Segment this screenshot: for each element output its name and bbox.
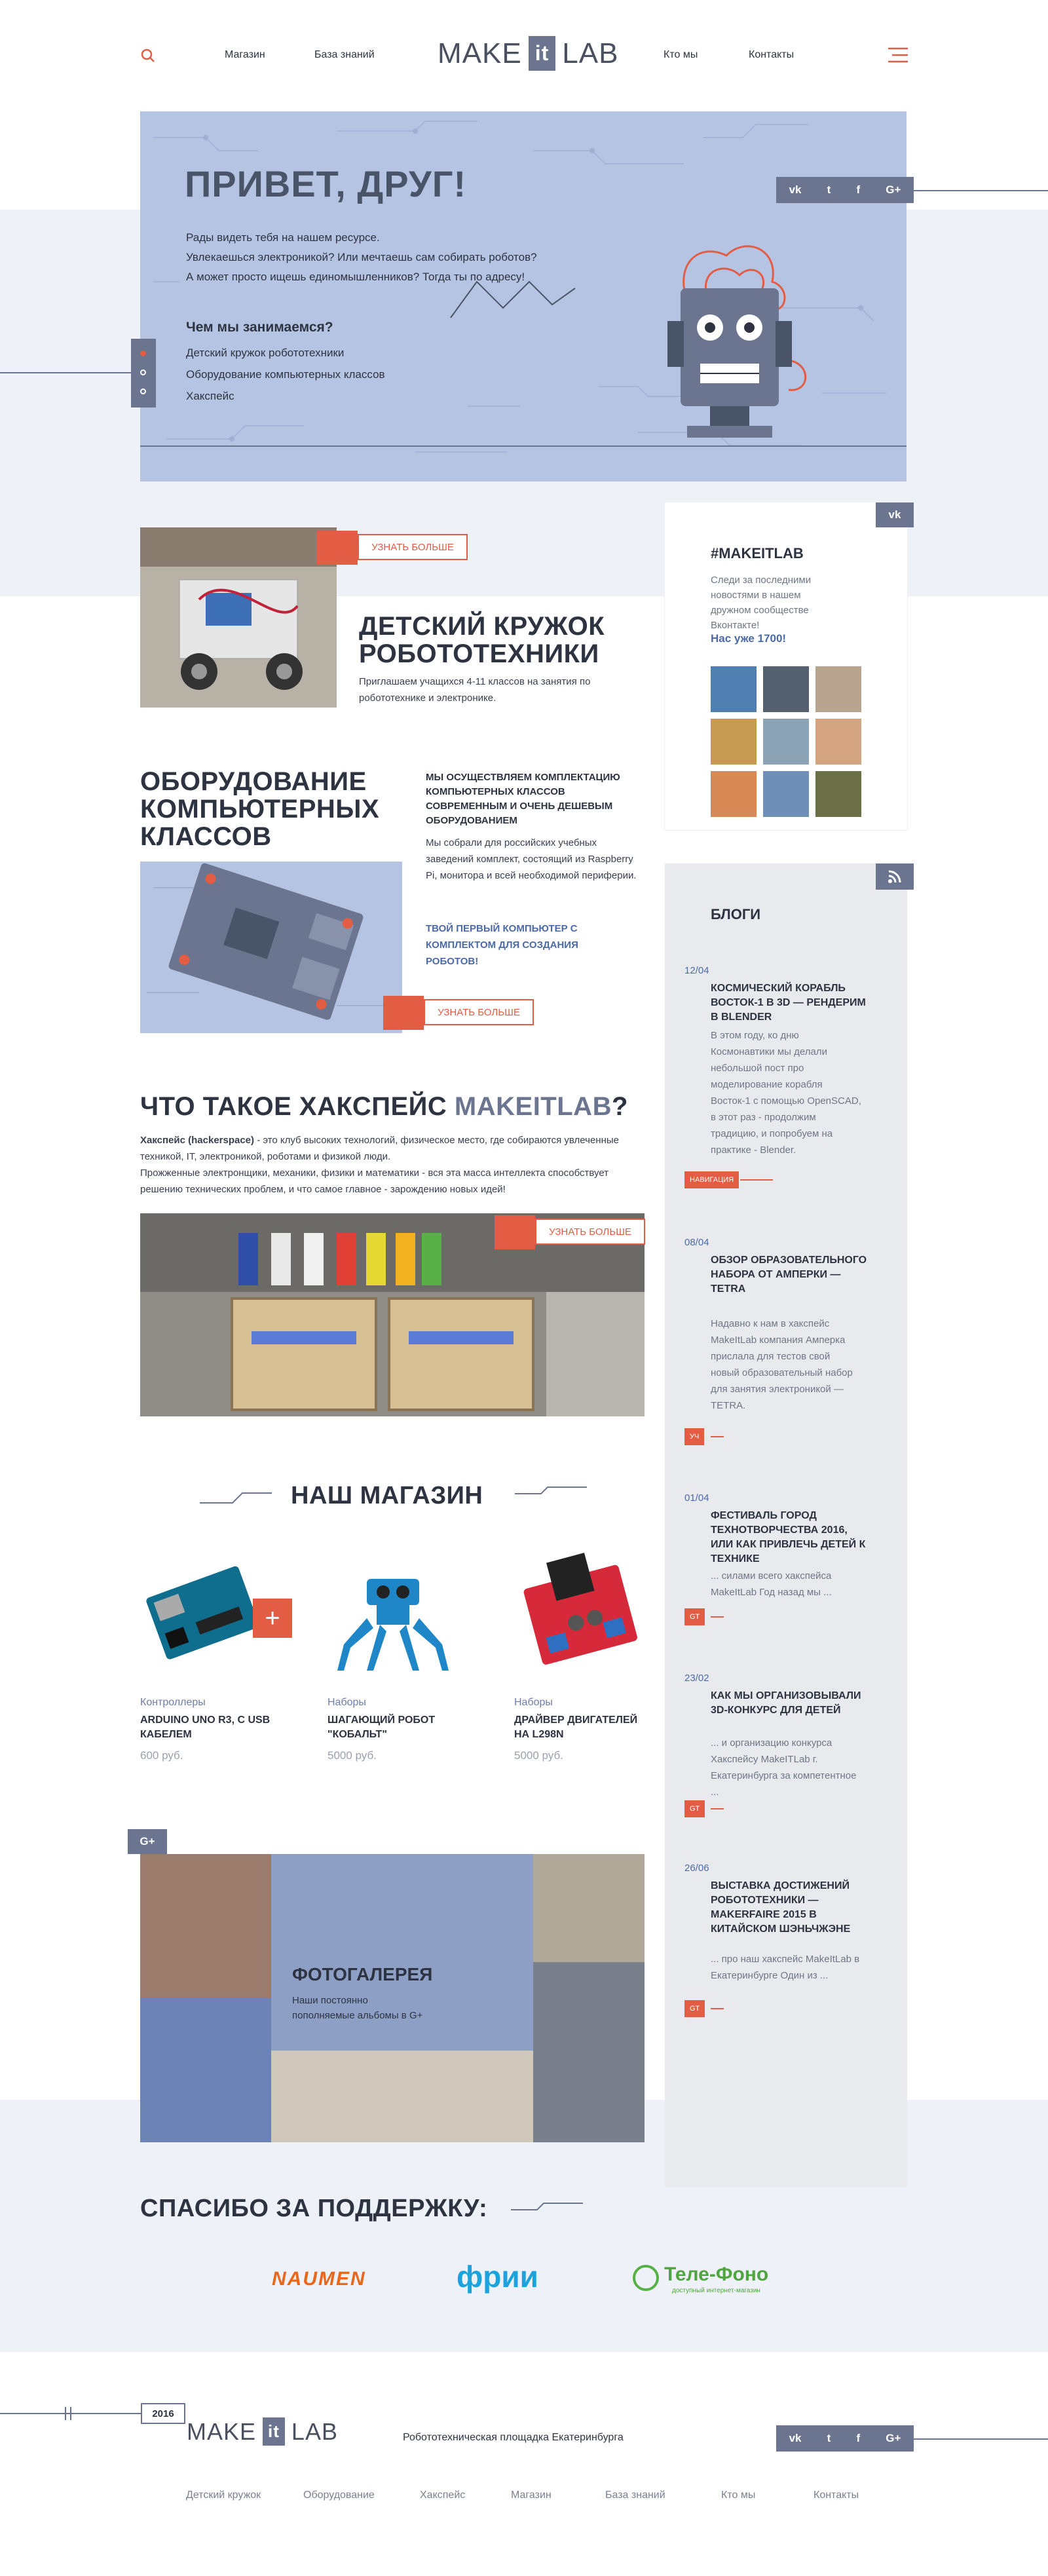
blog-post-tag[interactable]: НАВИГАЦИЯ (684, 1171, 739, 1188)
vk-widget (665, 502, 907, 830)
hero-intro-line: Рады видеть тебя на нашем ресурсе. (186, 231, 380, 244)
product-image-robot[interactable] (328, 1546, 458, 1677)
shop-title-deco-right (515, 1482, 587, 1502)
logo-make: MAKE (438, 37, 522, 69)
equipment-text: Мы собрали для российских учебных заведений комплект, состоящий из Raspberry Pi, монитора и всей необходимой периферии. (426, 837, 637, 881)
gplus-icon[interactable]: G+ (886, 2432, 901, 2444)
product-name[interactable]: ДРАЙВЕР ДВИГАТЕЛЕЙ НА L298N (514, 1714, 638, 1740)
gallery-title: ФОТОГАЛЕРЕЯ (292, 1964, 433, 1984)
hackspace-text (140, 1132, 645, 1165)
footer-nav-hackspace[interactable]: Хакспейс (420, 2490, 466, 2501)
hackspace-more-button[interactable]: УЗНАТЬ БОЛЬШЕ (535, 1219, 645, 1245)
blog-post-connector (711, 1436, 724, 1437)
footer-nav-contacts[interactable]: Контакты (814, 2490, 859, 2501)
product-category[interactable]: Наборы (514, 1697, 553, 1708)
product-name[interactable]: ШАГАЮЩИЙ РОБОТ "КОБАЛЬТ" (328, 1714, 436, 1740)
search-icon[interactable] (140, 47, 157, 64)
sponsors-title-deco (511, 2198, 583, 2214)
hero-activity-item[interactable]: Оборудование компьютерных классов (186, 368, 385, 381)
robot-head-illustration (648, 223, 825, 445)
social-line (914, 190, 1048, 191)
vk-avatar[interactable] (815, 719, 861, 765)
sponsors-title: СПАСИБО ЗА ПОДДЕРЖКУ: (140, 2195, 488, 2222)
gallery-text: Наши постоянно пополняемые альбомы в G+ (292, 1995, 423, 2021)
kids-club-photo (140, 527, 337, 708)
vk-avatar[interactable] (711, 719, 757, 765)
blog-post-date: 08/04 (684, 1237, 709, 1248)
blog-sidebar (665, 863, 907, 2187)
gallery-photo[interactable] (140, 1998, 271, 2142)
hero-activities-title: Чем мы занимаемся? (186, 320, 333, 335)
kids-club-more-button[interactable]: УЗНАТЬ БОЛЬШЕ (358, 534, 468, 560)
menu-icon[interactable] (886, 46, 909, 64)
blog-post-excerpt: ... силами всего хакспейса MakeItLab Год назад мы ... (711, 1570, 832, 1598)
vk-avatar[interactable] (815, 666, 861, 712)
product-category[interactable]: Контроллеры (140, 1697, 206, 1708)
vk-avatar[interactable] (763, 666, 809, 712)
product-image-arduino[interactable] (140, 1553, 271, 1671)
vk-avatar[interactable] (711, 666, 757, 712)
twitter-icon[interactable]: t (827, 183, 831, 196)
blog-post-connector (740, 1179, 773, 1181)
blog-post-excerpt: ... и организацию конкурса Хакспейсу MakeITLab г. Екатеринбурга за компетентное ... (711, 1737, 857, 1798)
vk-avatar[interactable] (763, 719, 809, 765)
footer-year: 2016 (141, 2403, 185, 2424)
product-name[interactable]: ARDUINO UNO R3, С USB КАБЕЛЕМ (140, 1714, 271, 1740)
blog-post-tag[interactable]: GT (684, 1800, 705, 1817)
equipment-more-button[interactable]: УЗНАТЬ БОЛЬШЕ (424, 999, 534, 1025)
gallery-photo[interactable] (271, 2051, 533, 2142)
telefono-name: Теле-Фоно (664, 2263, 769, 2285)
gplus-icon: G+ (140, 1835, 155, 1847)
logo-lab: LAB (291, 2417, 338, 2445)
site-logo[interactable] (438, 36, 618, 71)
vk-avatar[interactable] (711, 771, 757, 817)
vk-icon[interactable]: vk (789, 183, 802, 196)
hero-intro-line: А может просто ищешь единомышленников? Тогда ты по адресу! (186, 271, 525, 283)
blog-post-connector (711, 1808, 724, 1809)
blog-post-title[interactable]: КОСМИЧЕСКИЙ КОРАБЛЬ ВОСТОК-1 В 3D — РЕНДЕРИМ В BLENDER (711, 983, 866, 1023)
photo-gallery (140, 1854, 645, 2142)
slider-dot[interactable] (140, 369, 146, 375)
blog-post-tag[interactable]: GT (684, 1608, 705, 1625)
nav-knowledge-base[interactable]: База знаний (314, 49, 375, 60)
blog-post-title[interactable]: ВЫСТАВКА ДОСТИЖЕНИЙ РОБОТОТЕХНИКИ — MAKERFAIRE 2015 В КИТАЙСКОМ ШЭНЬЧЖЭНЕ (711, 1880, 851, 1935)
footer-nav-shop[interactable]: Магазин (511, 2490, 552, 2501)
footer-line-right (914, 2438, 1048, 2440)
hero-banner (140, 111, 907, 482)
blog-post-date: 01/04 (684, 1492, 709, 1504)
vk-icon[interactable]: vk (789, 2432, 802, 2444)
hero-activity-item[interactable]: Хакспейс (186, 390, 234, 402)
hero-activity-item[interactable]: Детский кружок робототехники (186, 347, 345, 359)
hero-baseline (140, 445, 907, 447)
logo-it: it (263, 2417, 285, 2446)
raspberry-illustration (140, 862, 402, 1033)
vk-members-count: Нас уже 1700! (711, 632, 787, 645)
sponsor-frii-logo[interactable]: фрии (457, 2260, 538, 2294)
kids-club-switch (317, 531, 358, 565)
hackspace-title (140, 1093, 658, 1120)
rss-icon (887, 869, 903, 884)
hackspace-term: Хакспейс (hackerspace) (140, 1135, 255, 1146)
blog-post-date: 26/06 (684, 1863, 709, 1874)
product-price: 600 руб. (140, 1749, 183, 1762)
gplus-icon[interactable]: G+ (886, 183, 901, 196)
hero-intro (186, 228, 605, 287)
nav-contacts[interactable]: Контакты (749, 49, 795, 60)
twitter-icon[interactable]: t (827, 2432, 831, 2444)
blog-post-connector (711, 1616, 724, 1618)
gallery-photo[interactable] (533, 1854, 645, 1962)
blog-post-excerpt: В этом году, ко дню Космонавтики мы делали небольшой пост про моделирование корабля Восток-1 с помощью OpenSCAD, в этот раз - продолжим традицию, и попробуем на практике - Blender. (711, 1030, 861, 1156)
hero-title: ПРИВЕТ, ДРУГ! (185, 163, 467, 204)
blog-post-excerpt: Надавно к нам в хакспейс MakeItLab компания Амперка прислала для тестов свой новый образовательный набор для занятия электроникой — TETRA. (711, 1318, 853, 1411)
side-line (0, 372, 131, 373)
gallery-gplus-badge[interactable] (128, 1829, 167, 1854)
blog-post-title[interactable]: ФЕСТИВАЛЬ ГОРОД ТЕХНОТВОРЧЕСТВА 2016, ИЛИ КАК ПРИВЛЕЧЬ ДЕТЕЙ К ТЕХНИКЕ (711, 1510, 866, 1564)
footer-social-bar (776, 2425, 914, 2452)
telefono-icon (633, 2265, 659, 2291)
hero-social-bar (776, 177, 914, 203)
slider-dot[interactable] (140, 388, 146, 394)
vk-icon: vk (888, 508, 901, 521)
raspberry-pi-board (140, 862, 402, 1033)
equipment-lead: МЫ ОСУЩЕСТВЛЯЕМ КОМПЛЕКТАЦИЮ КОМПЬЮТЕРНЫХ КЛАССОВ СОВРЕМЕННЫМ И ОЧЕНЬ ДЕШЕВЫМ ОБОРУДОВАНИЕМ (426, 772, 620, 826)
hackspace-text-2: Прожженные электронщики, механики, физики и математики - вся эта масса интеллекта способствует решению технических проблем, и что самое главное - зарождению новых идей! (140, 1167, 609, 1195)
hackspace-title-accent: MAKEITLAB (454, 1092, 612, 1121)
gallery-photo[interactable] (140, 1854, 271, 1998)
slider-dot-active[interactable] (140, 350, 146, 356)
blog-post-tag[interactable]: GT (684, 2000, 705, 2017)
vk-badge[interactable] (876, 502, 914, 527)
shop-title: НАШ МАГАЗИН (291, 1482, 483, 1509)
blog-post-excerpt: ... про наш хакспейс MakeItLab в Екатеринбурге Один из ... (711, 1954, 860, 1981)
facebook-icon[interactable]: f (856, 2432, 861, 2444)
facebook-icon[interactable]: f (856, 183, 861, 196)
rss-badge[interactable] (876, 863, 914, 890)
equipment-link[interactable]: ТВОЙ ПЕРВЫЙ КОМПЬЮТЕР С КОМПЛЕКТОМ ДЛЯ СОЗДАНИЯ РОБОТОВ! (426, 923, 578, 967)
equipment-switch (383, 996, 424, 1030)
footer-nav-about[interactable]: Кто мы (721, 2490, 756, 2501)
logo-it: it (529, 36, 556, 71)
nav-shop[interactable]: Магазин (225, 49, 265, 60)
blog-post-title[interactable]: ОБЗОР ОБРАЗОВАТЕЛЬНОГО НАБОРА ОТ АМПЕРКИ — TETRA (711, 1255, 867, 1295)
shop-title-deco-left (200, 1488, 272, 1508)
hero-activities-list (186, 342, 385, 407)
vk-avatar[interactable] (815, 771, 861, 817)
equipment-title: ОБОРУДОВАНИЕ КОМПЬЮТЕРНЫХ КЛАССОВ (140, 767, 380, 851)
add-to-cart-button[interactable]: + (253, 1599, 292, 1638)
hackspace-title-text: ЧТО ТАКОЕ ХАКСПЕЙС (140, 1092, 447, 1121)
hackspace-switch (495, 1215, 535, 1249)
kids-club-title: ДЕТСКИЙ КРУЖОК РОБОТОТЕХНИКИ (359, 612, 605, 668)
robot-kit-image (140, 527, 337, 708)
hackspace-title-end: ? (611, 1092, 628, 1121)
footer-capacitor-deco (59, 2406, 79, 2421)
vk-hashtag: #MAKEITLAB (711, 545, 804, 561)
blog-post-tag[interactable]: УЧ (684, 1428, 704, 1445)
product-category[interactable]: Наборы (328, 1697, 366, 1708)
hackspace-text-1: - это клуб высоких технологий, физическое место, где собираются увлеченные техникой, IT, электроникой, роботами и физикой люди. (140, 1135, 619, 1162)
nav-about[interactable]: Кто мы (664, 49, 698, 60)
blog-title: БЛОГИ (711, 906, 761, 922)
logo-make: MAKE (187, 2417, 257, 2445)
logo-lab: LAB (562, 37, 619, 69)
kids-club-text: Приглашаем учащихся 4-11 классов на занятия по робототехнике и электронике. (359, 676, 591, 704)
telefono-subtitle: доступный интернет-магазин (672, 2287, 760, 2294)
footer-nav-knowledge[interactable]: База знаний (605, 2490, 665, 2501)
footer-nav-kids[interactable]: Детский кружок (186, 2490, 261, 2501)
footer-nav-equipment[interactable]: Оборудование (303, 2490, 375, 2501)
blog-post-connector (711, 2008, 724, 2009)
product-price: 5000 руб. (328, 1749, 377, 1762)
vk-avatar[interactable] (763, 771, 809, 817)
blog-post-date: 23/02 (684, 1673, 709, 1684)
blog-post-date: 12/04 (684, 965, 709, 976)
hero-intro-line: Увлекаешься электроникой? Или мечтаешь сам собирать роботов? (186, 251, 537, 263)
footer-tagline: Робототехническая площадка Екатеринбурга (403, 2432, 624, 2443)
gallery-photo[interactable] (533, 1962, 645, 2142)
hero-slider-dots[interactable] (131, 339, 156, 407)
footer-logo[interactable] (187, 2417, 338, 2446)
blog-post-title[interactable]: КАК МЫ ОРГАНИЗОВЫВАЛИ 3D-КОНКУРС ДЛЯ ДЕТЕЙ (711, 1690, 861, 1716)
product-image-driver[interactable] (514, 1549, 645, 1674)
product-price: 5000 руб. (514, 1749, 563, 1762)
vk-description: Следи за последними новостями в нашем дружном сообществе Вконтакте! (711, 575, 812, 631)
sponsor-naumen-logo[interactable]: NAUMEN (272, 2268, 366, 2290)
